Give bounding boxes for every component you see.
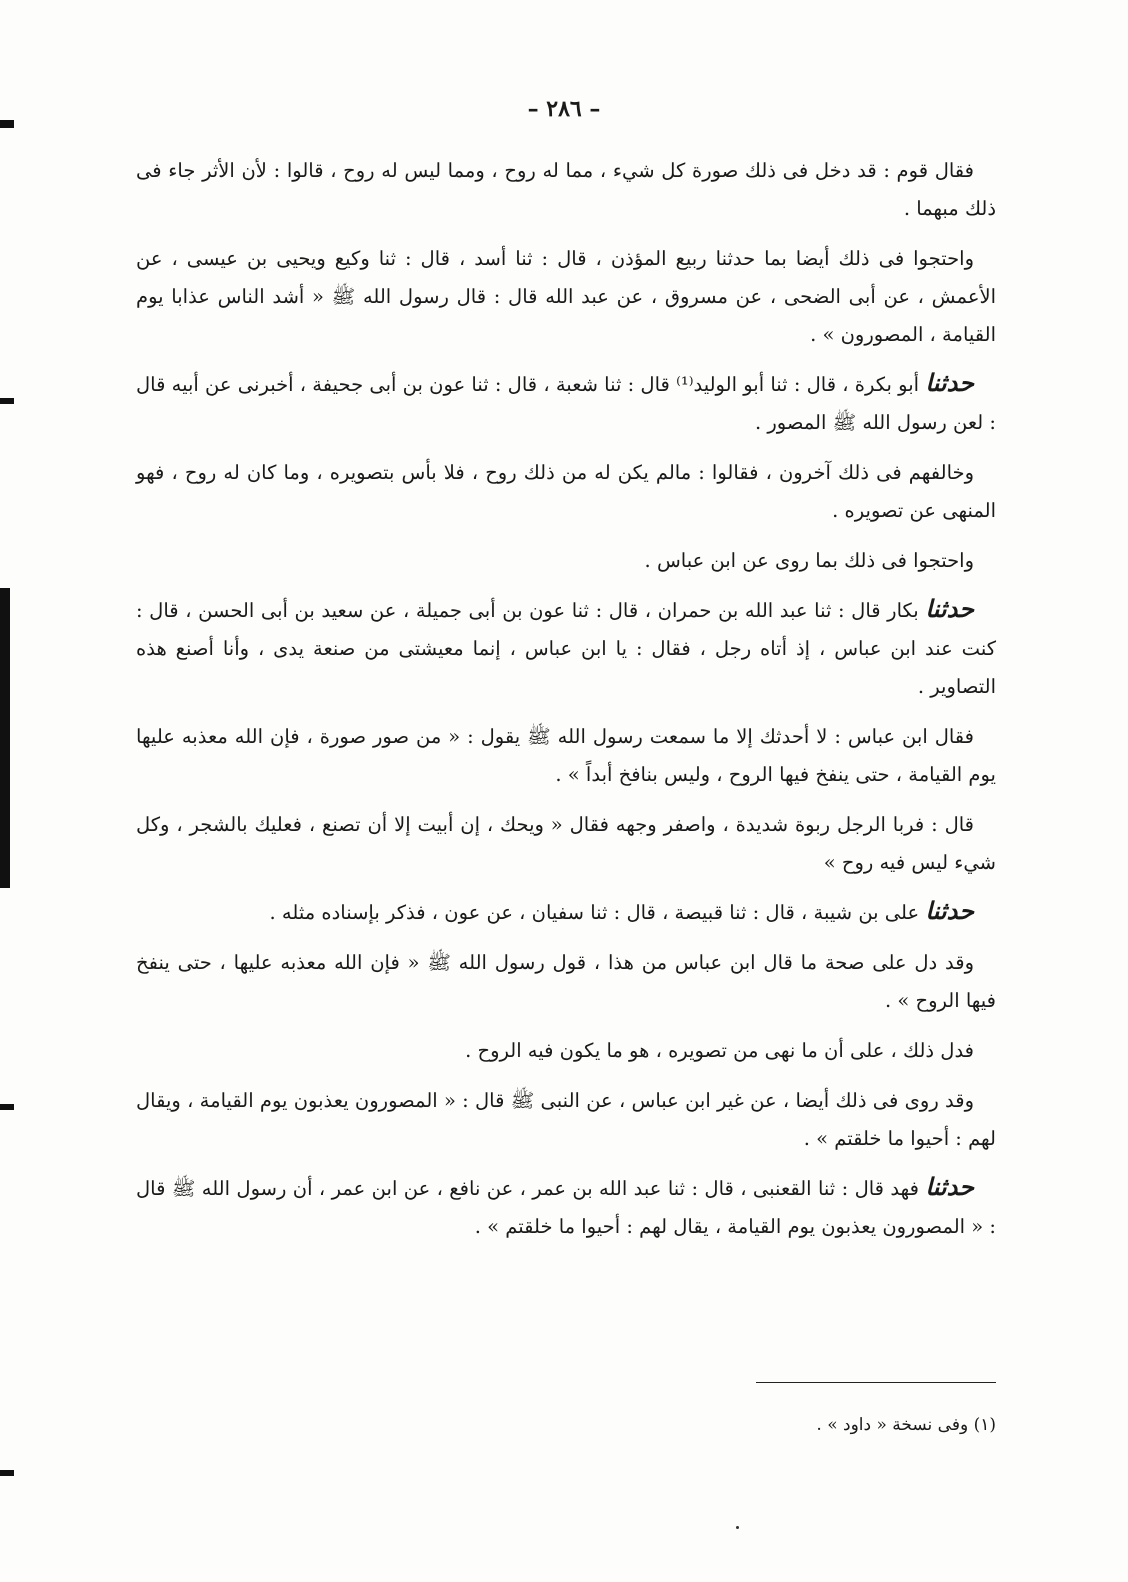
footnote: (١) وفى نسخة « داود » . [816,1415,996,1435]
footnote-divider [756,1382,996,1383]
paragraph-text: أبو بكرة ، قال : ثنا أبو الوليد⁽¹⁾ قال : ثنا شعبة ، قال : ثنا عون بن أبى جحيفة ، أخبرنى عن أبيه قال : لعن رسول الله ﷺ المصور . [136,373,996,434]
paragraph-text: وقد دل على صحة ما قال ابن عباس من هذا ، قول رسول الله ﷺ « فإن الله معذبه عليها ، حتى ينفخ فيها الروح » . [136,951,996,1012]
hadith-lead-word: حدثنا [925,1172,974,1201]
paragraph [136,716,996,794]
paragraph [136,452,996,530]
paragraph [136,1168,996,1246]
paragraph [136,364,996,442]
paragraph [136,238,996,354]
scan-edge-mark [0,1104,14,1110]
paragraph [136,804,996,882]
paragraph-text: فهد قال : ثنا القعنبى ، قال : ثنا عبد الله بن عمر ، عن نافع ، عن ابن عمر ، أن رسول الله ﷺ قال : « المصورون يعذبون يوم القيامة ، يقال لهم : أحيوا ما خلقتم » . [136,1177,996,1238]
paragraph-text: وخالفهم فى ذلك آخرون ، فقالوا : مالم يكن له من ذلك روح ، فلا بأس بتصويره ، وما كان له روح ، فهو المنهى عن تصويره . [136,461,996,522]
hadith-lead-word: حدثنا [925,368,974,397]
main-text [136,150,996,1256]
paragraph-text: وقد روى فى ذلك أيضا ، عن غير ابن عباس ، عن النبى ﷺ قال : « المصورون يعذبون يوم القيامة ، ويقال لهم : أحيوا ما خلقتم » . [136,1089,996,1150]
scan-speck [736,1526,739,1529]
paragraph-text: فقال قوم : قد دخل فى ذلك صورة كل شيء ، مما له روح ، ومما ليس له روح ، قالوا : لأن الأثر جاء فى ذلك مبهما . [136,159,996,220]
scan-edge-mark [0,1470,14,1476]
paragraph-text: بكار قال : ثنا عبد الله بن حمران ، قال : ثنا عون بن أبى جميلة ، عن سعيد بن أبى الحسن ، قال : كنت عند ابن عباس ، إذ أتاه رجل ، فقال : يا ابن عباس ، إنما معيشتى من صنعة يدى ، وأنا أصنع هذه التصاوير . [136,599,996,698]
paragraph-text: على بن شيبة ، قال : ثنا قبيصة ، قال : ثنا سفيان ، عن عون ، فذكر بإسناده مثله . [269,901,926,924]
hadith-lead-word: حدثنا [925,594,974,623]
hadith-lead-word: حدثنا [925,896,974,925]
paragraph-text: فقال ابن عباس : لا أحدثك إلا ما سمعت رسول الله ﷺ يقول : « من صور صورة ، فإن الله معذبه عليها يوم القيامة ، حتى ينفخ فيها الروح ، وليس بنافخ أبداً » . [136,725,996,786]
paragraph [136,1080,996,1158]
paragraph-text: قال : فربا الرجل ربوة شديدة ، واصفر وجهه فقال « ويحك ، إن أبيت إلا أن تصنع ، فعليك بالشجر ، وكل شيء ليس فيه روح » [136,813,996,874]
paragraph [136,942,996,1020]
page-number: – ٢٨٦ – [527,96,601,122]
paragraph [136,1030,996,1070]
scan-edge-mark [0,588,10,888]
paragraph [136,590,996,706]
paragraph-text: واحتجوا فى ذلك بما روى عن ابن عباس . [644,549,974,572]
paragraph [136,892,996,932]
paragraph [136,540,996,580]
scan-edge-mark [0,398,14,404]
paragraph-text: فدل ذلك ، على أن ما نهى من تصويره ، هو ما يكون فيه الروح . [465,1039,974,1062]
paragraph-text: واحتجوا فى ذلك أيضا بما حدثنا ربيع المؤذن ، قال : ثنا أسد ، قال : ثنا وكيع ويحيى بن عيسى ، عن الأعمش ، عن أبى الضحى ، عن مسروق ، عن عبد الله قال : قال رسول الله ﷺ « أشد الناس عذابا يوم القيامة ، المصورون » . [136,247,996,346]
paragraph [136,150,996,228]
